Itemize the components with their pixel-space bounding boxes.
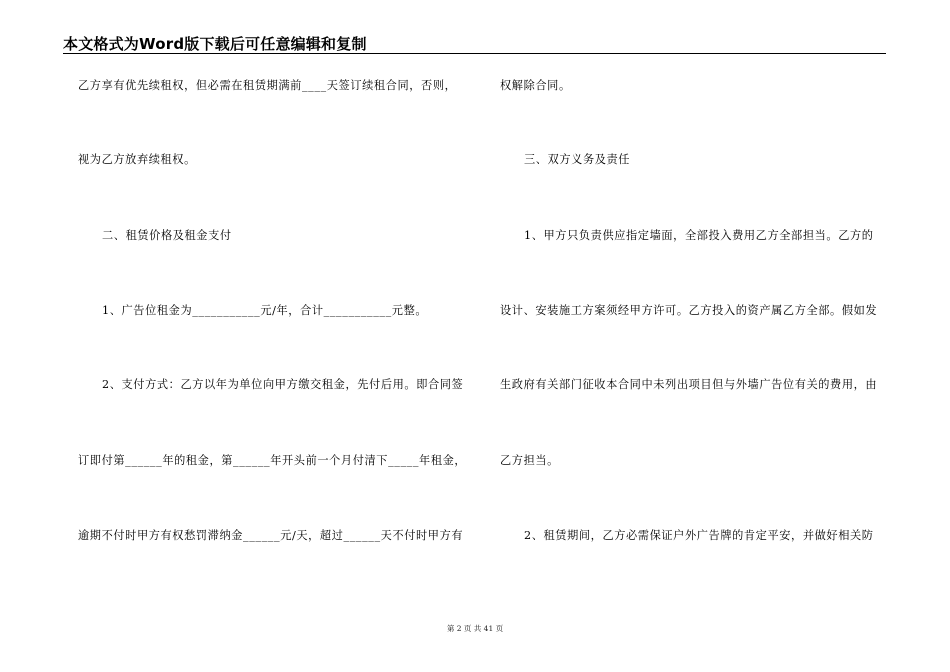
paragraph-line: 2、支付方式：乙方以年为单位向甲方缴交租金，先付后用。即合同签 xyxy=(102,378,464,391)
paragraph-line: 1、甲方只负责供应指定墙面，全部投入费用乙方全部担当。乙方的 xyxy=(524,229,874,242)
paragraph-line: 乙方担当。 xyxy=(500,454,559,467)
paragraph-line: 乙方享有优先续租权，但必需在租赁期满前____天签订续租合同，否则， xyxy=(78,79,457,92)
paragraph-line: 生政府有关部门征收本合同中未列出项目但与外墙广告位有关的费用，由 xyxy=(500,378,878,391)
section-heading: 二、租赁价格及租金支付 xyxy=(102,229,232,242)
paragraph-line: 权解除合同。 xyxy=(500,79,571,92)
paragraph-line: 逾期不付时甲方有权愁罚滞纳金______元/天，超过______天不付时甲方有 xyxy=(78,529,464,542)
right-column xyxy=(500,0,895,672)
paragraph-line: 1、广告位租金为___________元/年，合计___________元整。 xyxy=(102,304,428,317)
left-column xyxy=(78,0,478,672)
section-heading: 三、双方义务及责任 xyxy=(524,153,631,166)
paragraph-line: 订即付第______年的租金，第______年开头前一个月付清下_____年租金， xyxy=(78,454,467,467)
page-number-footer: 第 2 页 共 41 页 xyxy=(446,624,504,633)
paragraph-line: 设计、安装施工方案须经甲方许可。乙方投入的资产属乙方全部。假如发 xyxy=(500,304,878,317)
paragraph-line: 2、租赁期间，乙方必需保证户外广告牌的肯定平安，并做好相关防 xyxy=(524,529,874,542)
paragraph-line: 视为乙方放弃续租权。 xyxy=(78,153,196,166)
page-header-title: 本文格式为Word版下载后可任意编辑和复制 xyxy=(63,35,367,53)
